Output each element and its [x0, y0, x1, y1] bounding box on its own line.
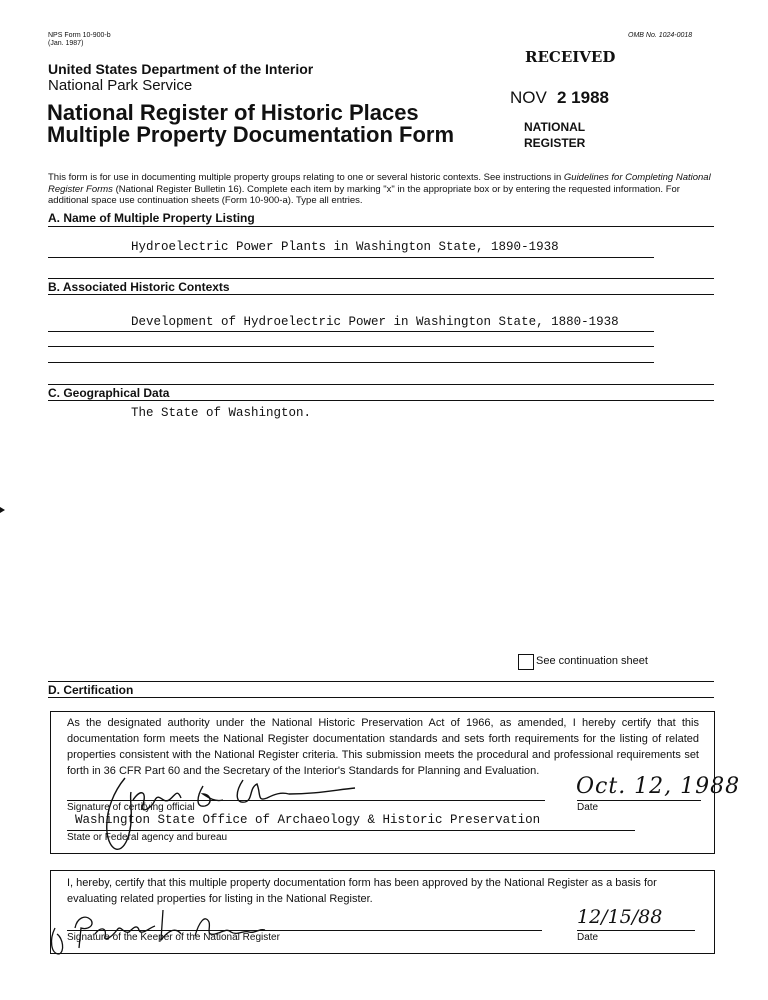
- keeper-signature: [45, 898, 285, 960]
- section-c-rule: [48, 400, 714, 401]
- section-b-line-3: [48, 362, 654, 363]
- section-c-title: C. Geographical Data: [48, 386, 170, 400]
- continuation-checkbox[interactable]: [518, 654, 534, 670]
- section-b-line-1: [48, 331, 654, 332]
- section-d-rule: [48, 697, 714, 698]
- stamp-date: 2 1988: [557, 88, 609, 107]
- form-date: (Jan. 1987): [48, 40, 84, 47]
- date-line: [577, 800, 701, 801]
- agency-label: State or Federal agency and bureau: [67, 832, 228, 843]
- section-a-rule: [48, 226, 714, 227]
- edge-mark-icon: [0, 505, 6, 515]
- keeper-date-label: Date: [577, 932, 599, 943]
- section-d-top-rule: [48, 681, 714, 682]
- keeper-date-line: [577, 930, 695, 931]
- keeper-certification-text: I, hereby, certify that this multiple property documentation form has been approved by the National Register as a basis for evaluating related properties for listing in the National Register.: [67, 877, 657, 905]
- omb-number: OMB No. 1024-0018: [628, 32, 693, 39]
- section-a-entry-line: [48, 257, 654, 258]
- keeper-signature-line: [67, 930, 542, 931]
- section-a-value[interactable]: Hydroelectric Power Plants in Washington State, 1890-1938: [131, 240, 559, 254]
- department-name: United States Department of the Interior: [48, 61, 314, 77]
- section-a-title: A. Name of Multiple Property Listing: [48, 211, 255, 225]
- date-label: Date: [577, 802, 599, 813]
- continuation-label: See continuation sheet: [536, 655, 648, 667]
- section-c-top-rule: [48, 384, 714, 385]
- section-c-value[interactable]: The State of Washington.: [131, 406, 312, 420]
- certification-date: Oct. 12, 1988: [576, 774, 741, 799]
- keeper-date: 12/15/88: [577, 906, 663, 928]
- stamp-month: NOV: [510, 88, 547, 107]
- service-name: National Park Service: [48, 77, 193, 94]
- section-b-value[interactable]: Development of Hydroelectric Power in Washington State, 1880-1938: [131, 315, 619, 329]
- agency-line: [67, 830, 635, 831]
- form-number: NPS Form 10-900-b: [48, 32, 111, 39]
- section-b-rule: [48, 294, 714, 295]
- section-b-top-rule: [48, 278, 714, 279]
- keeper-signature-label: Signature of the Keeper of the National Register: [67, 932, 280, 943]
- signature-label: Signature of certifying official: [67, 802, 195, 813]
- section-b-line-2: [48, 346, 654, 347]
- agency-value[interactable]: Washington State Office of Archaeology & Historic Preservation: [75, 813, 541, 827]
- stamp-register: REGISTER: [524, 136, 586, 150]
- form-title-line1: National Register of Historic Places: [47, 100, 419, 125]
- form-title-line2: Multiple Property Documentation Form: [47, 122, 455, 147]
- received-stamp: RECEIVED: [525, 48, 616, 66]
- section-d-title: D. Certification: [48, 683, 134, 697]
- certification-text: As the designated authority under the National Historic Preservation Act of 1966, as amended, I hereby certify that this documentation form meets the National Register documentation standards and sets forth requirements for the listing of related properties consistent with the National Register criteria. This submission meets the procedural and professional requirements set forth in 36 CFR Part 60 and the Secretary of the Interior's Standards for Planning and Evaluation.: [67, 717, 699, 777]
- instructions-text: This form is for use in documenting multiple property groups relating to one or several historic contexts. See instructions in Guidelines for Completing National Register Forms (National Register Bulletin 16). Complete each item by marking "x" in the appropriate box or by entering the requested information. For additional space use continuation sheets (Form 10-900-a). Type all entries.: [48, 172, 711, 206]
- section-b-title: B. Associated Historic Contexts: [48, 280, 230, 294]
- stamp-national: NATIONAL: [524, 120, 586, 134]
